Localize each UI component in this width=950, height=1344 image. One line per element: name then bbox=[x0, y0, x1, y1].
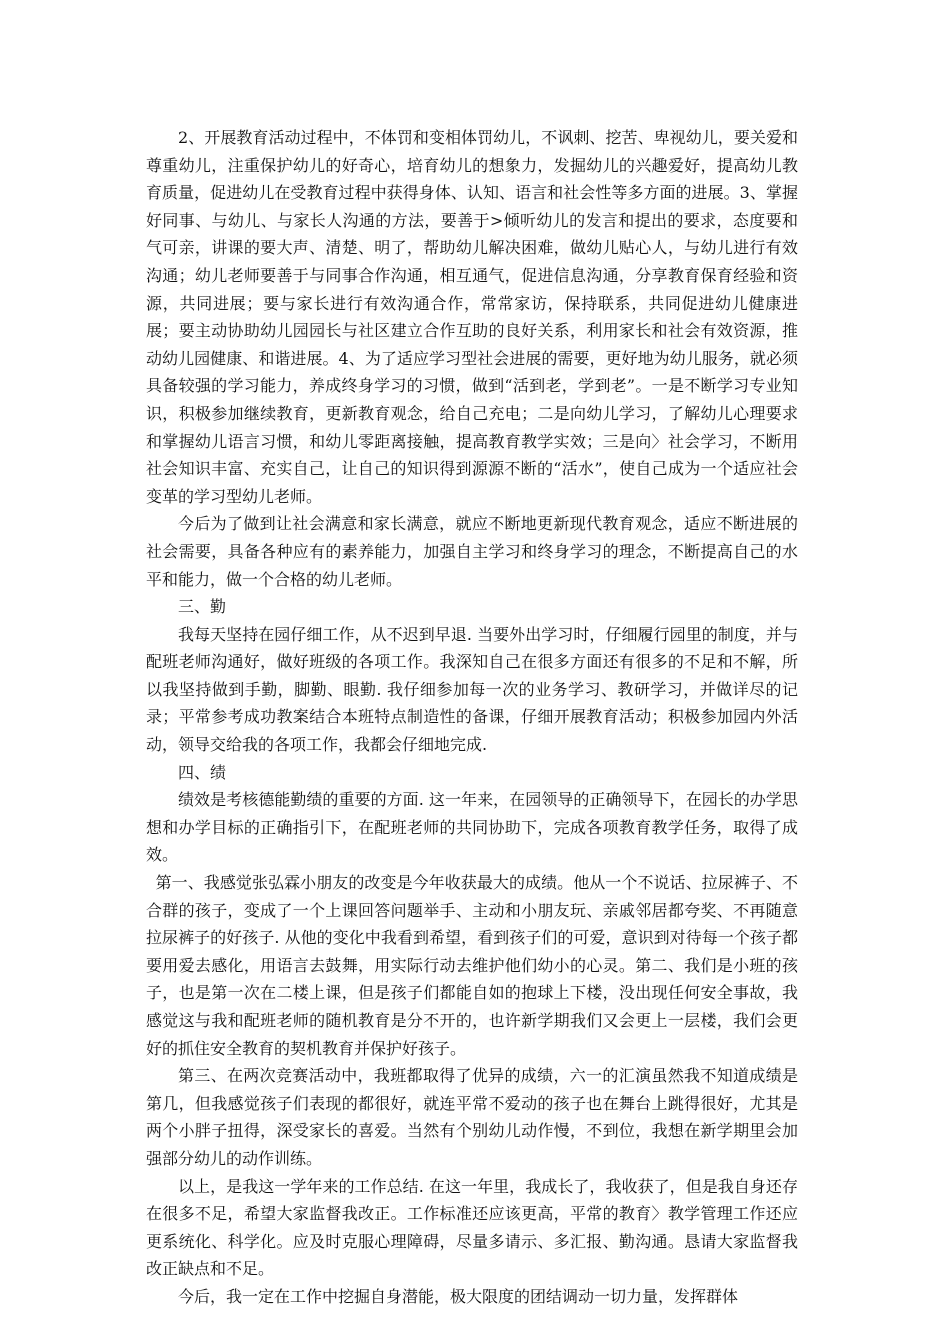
paragraph-diligence: 我每天坚持在园仔细工作，从不迟到早退. 当要外出学习时，仔细履行园里的制度，并与配班老师沟通好，做好班级的各项工作。我深知自己在很多方面还有很多的不足和不解，所以我坚持做到手勤，脚勤、眼勤. 我仔细参加每一次的业务学习、教研学习，并做详尽的记录；平常参考成功教案结合本班特点制造性的备课，仔细开展教育活动；积极参加园内外活动，领导交给我的各项工作，我都会仔细地完成. bbox=[146, 624, 798, 755]
paragraph-achievements-first-second: 第一、我感觉张弘霖小朋友的改变是今年收获最大的成绩。他从一个不说话、拉尿裤子、不合群的孩子，变成了一个上课回答问题举手、主动和小朋友玩、亲戚邻居都夸奖、不再随意拉尿裤子的好孩子. 从他的变化中我看到希望，看到孩子们的可爱，意识到对待每一个孩子都要用爱去感化，用语言去鼓舞，用实际行动去维护他们幼小的心灵。第二、我们是小班的孩子，也是第一次在二楼上课，但是孩子们都能自如的抱球上下楼，没出现任何安全事故，我感觉这与我和配班老师的随机教育是分不开的，也许新学期我们又会更上一层楼，我们会更好的抓住安全教育的契机教育并保护好孩子。 bbox=[146, 873, 798, 1058]
paragraph-closing: 今后，我一定在工作中挖掘自身潜能，极大限度的团结调动一切力量，发挥群体 bbox=[178, 1286, 739, 1306]
paragraph-performance-intro: 绩效是考核德能勤绩的重要的方面. 这一年来，在园领导的正确领导下，在园长的办学思想和办学目标的正确指引下，在配班老师的共同协助下，完成各项教育教学任务，取得了成效。 bbox=[146, 790, 798, 865]
paragraph-achievements-third: 第三、在两次竞赛活动中，我班都取得了优异的成绩，六一的汇演虽然我不知道成绩是第几，但我感觉孩子们表现的都很好，就连平常不爱动的孩子也在舞台上跳得很好，尤其是两个小胖子扭得，深受家长的喜爱。当然有个别幼儿动作慢，不到位，我想在新学期里会加强部分幼儿的动作训练。 bbox=[146, 1066, 798, 1168]
paragraph-future-goals: 今后为了做到让社会满意和家长满意，就应不断地更新现代教育观念，适应不断进展的社会需要，具备各种应有的素养能力，加强自主学习和终身学习的理念，不断提高自己的水平和能力，做一个合格的幼儿老师。 bbox=[146, 514, 798, 589]
paragraph-education-activities: 2、开展教育活动过程中，不体罚和变相体罚幼儿，不讽刺、挖苦、卑视幼儿，要关爱和尊重幼儿，注重保护幼儿的好奇心，培育幼儿的想象力，发掘幼儿的兴趣爱好，提高幼儿教育质量，促进幼儿在受教育过程中获得身体、认知、语言和社会性等多方面的进展。3、掌握好同事、与幼儿、与家长人沟通的方法，要善于>倾听幼儿的发言和提出的要求，态度要和气可亲，讲课的要大声、清楚、明了，帮助幼儿解决困难，做幼儿贴心人，与幼儿进行有效沟通；幼儿老师要善于与同事合作沟通，相互通气，促进信息沟通，分享教育保育经验和资源，共同进展；要与家长进行有效沟通合作，常常家访，保持联系，共同促进幼儿健康进展；要主动协助幼儿园园长与社区建立合作互助的良好关系，利用家长和社会有效资源，推动幼儿园健康、和谐进展。4、为了适应学习型社会进展的需要，更好地为幼儿服务，就必须具备较强的学习能力，养成终身学习的习惯，做到“活到老，学到老”。一是不断学习专业知识，积极参加继续教育，更新教育观念，给自己充电；二是向幼儿学习，了解幼儿心理要求和掌握幼儿语言习惯，和幼儿零距离接触，提高教育教学实效；三是向〉社会学习，不断用社会知识丰富、充实自己，让自己的知识得到源源不断的“活水”，使自己成为一个适应社会变革的学习型幼儿老师。 bbox=[146, 128, 798, 506]
section-heading-performance: 四、绩 bbox=[178, 762, 227, 782]
document-page bbox=[146, 124, 798, 1311]
paragraph-summary: 以上，是我这一学年来的工作总结. 在这一年里，我成长了，我收获了，但是我自身还存在很多不足，希望大家监督我改正。工作标准还应该更高，平常的教育〉教学管理工作还应更系统化、科学化。应及时克服心理障碍，尽量多请示、多汇报、勤沟通。恳请大家监督我改正缺点和不足。 bbox=[146, 1176, 798, 1279]
section-heading-diligence: 三、勤 bbox=[178, 597, 227, 617]
